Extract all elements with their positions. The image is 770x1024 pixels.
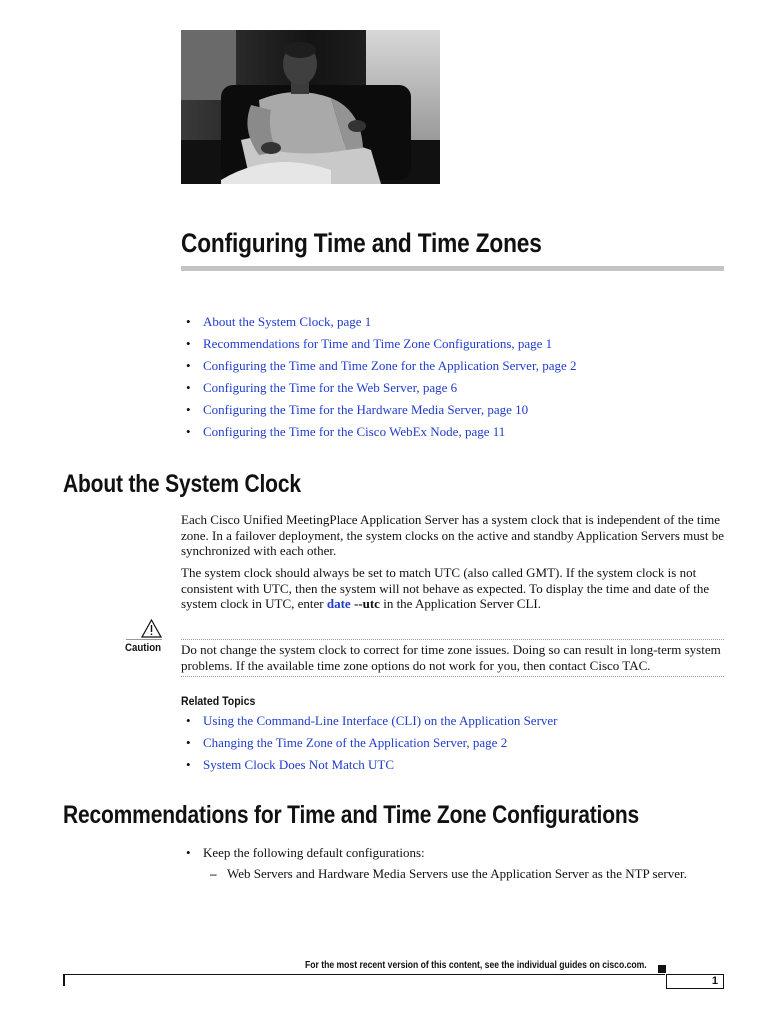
bullet-icon: •	[186, 380, 191, 395]
toc-item[interactable]	[186, 333, 577, 355]
section-heading-recommendations: Recommendations for Time and Time Zone Configurations	[63, 801, 640, 829]
bullet-icon: •	[186, 713, 191, 728]
bullet-icon: •	[186, 424, 191, 439]
toc-item[interactable]	[186, 399, 577, 421]
bullet-icon: •	[186, 757, 191, 772]
caution-divider	[126, 639, 162, 640]
toc-link[interactable]: Recommendations for Time and Time Zone Configurations, page 1	[203, 336, 553, 351]
bullet-icon: •	[186, 336, 191, 351]
related-topic-link[interactable]: Changing the Time Zone of the Application Server, page 2	[203, 735, 508, 750]
toc-item[interactable]	[186, 311, 577, 333]
page-number: 1	[711, 975, 718, 987]
bullet-icon: •	[186, 358, 191, 373]
related-topic-item[interactable]	[186, 754, 558, 776]
system-clock-paragraph-2	[181, 565, 726, 612]
system-clock-paragraph-1: Each Cisco Unified MeetingPlace Application Server has a system clock that is independent of the time zone. In a failover deployment, the system clocks on the active and standby Application Servers must be synchronized with each other.	[181, 512, 724, 558]
toc-item[interactable]	[186, 377, 577, 399]
toc-link[interactable]: Configuring the Time and Time Zone for the Application Server, page 2	[203, 358, 577, 373]
related-topics-heading: Related Topics	[181, 694, 256, 708]
caution-icon	[141, 619, 162, 638]
page-title: Configuring Time and Time Zones	[181, 228, 542, 258]
bullet-icon: •	[186, 735, 191, 750]
related-topic-item[interactable]	[186, 710, 558, 732]
related-topic-link[interactable]: System Clock Does Not Match UTC	[203, 757, 395, 772]
caution-divider	[181, 676, 724, 677]
title-rule	[181, 266, 724, 271]
toc-item[interactable]	[186, 355, 577, 377]
footer-tick	[63, 974, 65, 986]
related-topics-list	[186, 710, 558, 776]
caution-divider	[181, 639, 724, 640]
person-photo-illustration	[181, 30, 440, 184]
paragraph-text: in the Application Server CLI.	[379, 596, 541, 611]
caution-label: Caution	[125, 642, 162, 654]
header-photo	[181, 30, 440, 184]
toc-link[interactable]: Configuring the Time for the Web Server, page 6	[203, 380, 458, 395]
list-item	[186, 845, 425, 860]
footer-note: For the most recent version of this content, see the individual guides on cisco.com.	[305, 960, 647, 971]
related-topic-link[interactable]: Using the Command-Line Interface (CLI) on the Application Server	[203, 713, 558, 728]
caution-text: Do not change the system clock to correct for time zone issues. Doing so can result in long-term system problems. If the available time zone options do not work for you, then contact Cisco TAC.	[181, 642, 721, 673]
toc-link[interactable]: Configuring the Time for the Hardware Media Server, page 10	[203, 402, 529, 417]
date-command-link[interactable]: date	[326, 596, 351, 611]
sub-list-item-text: Web Servers and Hardware Media Servers use the Application Server as the NTP server.	[227, 866, 687, 881]
bullet-icon: •	[186, 314, 191, 329]
bullet-icon: •	[186, 845, 191, 860]
utc-option: --utc	[350, 596, 380, 611]
related-topic-item[interactable]	[186, 732, 558, 754]
sub-list-item	[210, 866, 687, 881]
footer-marker	[658, 965, 666, 973]
toc-link[interactable]: Configuring the Time for the Cisco WebEx Node, page 11	[203, 424, 506, 439]
list-item-text: Keep the following default configurations:	[203, 845, 425, 860]
bullet-icon: •	[186, 402, 191, 417]
section-heading-system-clock: About the System Clock	[63, 470, 301, 498]
toc-link[interactable]: About the System Clock, page 1	[203, 314, 372, 329]
table-of-contents	[186, 311, 577, 443]
paragraph-text: The system clock should always be set to match UTC (also called GMT). If the system clock is not consistent with UTC, then the system will not behave as expected. To display the time and date of the system clock in UTC, enter	[181, 565, 710, 611]
footer-rule	[63, 974, 665, 975]
toc-item[interactable]	[186, 421, 577, 443]
dash-icon: –	[210, 866, 217, 881]
